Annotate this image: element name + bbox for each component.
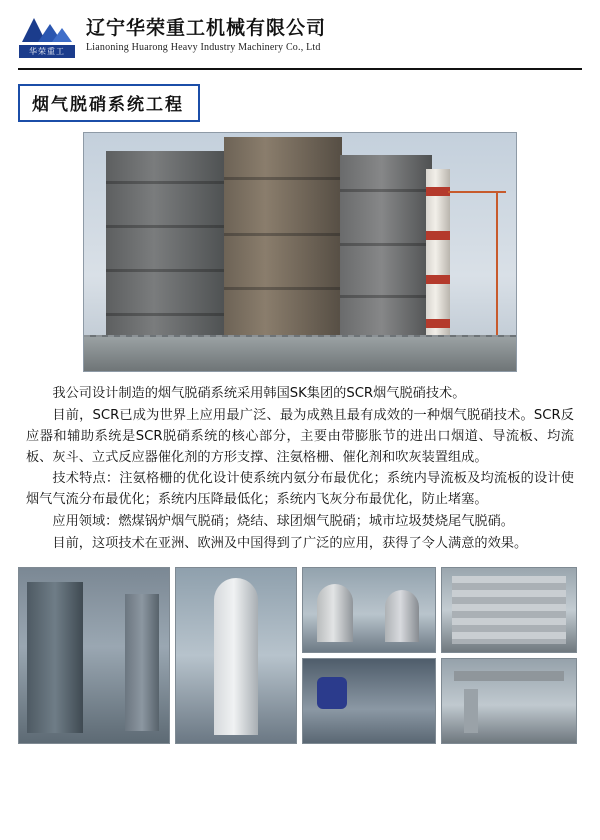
paragraph-conclusion: 目前，这项技术在亚洲、欧洲及中国得到了广泛的应用，获得了令人满意的效果。 (52, 536, 528, 552)
company-identity (86, 17, 326, 56)
paragraph-intro: 我公司设计制造的烟气脱硝系统采用韩国SK集团的SCR烟气脱硝技术。 (52, 386, 466, 401)
photo-boiler-house-center (224, 137, 342, 341)
company-logo (18, 14, 76, 58)
section-title-box (18, 84, 200, 122)
photo-pipework-plant (18, 567, 170, 744)
photo-reactor-tower (175, 567, 297, 744)
logo-wordmark: 华荣重工 (19, 45, 75, 58)
paragraph-applications: 应用领域：燃煤锅炉烟气脱硝；烧结、球团烟气脱硝；城市垃圾焚烧尾气脱硝。 (52, 514, 514, 530)
page-bottom-spacer (0, 744, 600, 762)
photo-duct-insulation (441, 567, 577, 653)
company-name-cn: 辽宁华荣重工机械有限公司 (86, 16, 327, 39)
photo-gallery (18, 567, 582, 744)
photo-storage-tanks (302, 567, 436, 653)
photo-ground (84, 337, 516, 371)
paragraph-technology: 目前，SCR已成为世界上应用最广泛、最为成熟且最有成效的一种烟气脱硝技术。SCR反应器和辅助系统是SCR脱硝系统的核心部分，主要由带膨胀节的进出口烟道、导流板、均流板、灰斗、立式反应器催化剂的方形支撑、注氨格栅、催化剂和吹灰装置组成。 (26, 407, 574, 465)
page-title: 烟气脱硝系统工程 (32, 95, 184, 115)
paragraph-features: 技术特点：注氨格栅的优化设计使系统内氨分布最优化；系统内导流板及均流板的设计使烟气气流分布最优化；系统内压降最低化；系统内飞灰分布最优化，防止堵塞。 (26, 471, 574, 508)
company-name-en: Lianoning Huarong Heavy Industry Machinery Co., Ltd (86, 42, 321, 54)
photo-boiler-house-left (106, 151, 226, 337)
mountain-peaks-icon (18, 14, 76, 44)
photo-crane-mast (496, 191, 498, 345)
document-header (0, 0, 600, 66)
body-text (26, 384, 574, 555)
photo-boiler-house-right (340, 155, 432, 343)
photo-chimney (426, 169, 450, 345)
photo-ammonia-injection (441, 658, 577, 744)
photo-catalyst-installation (302, 658, 436, 744)
hero-photo (83, 132, 517, 372)
